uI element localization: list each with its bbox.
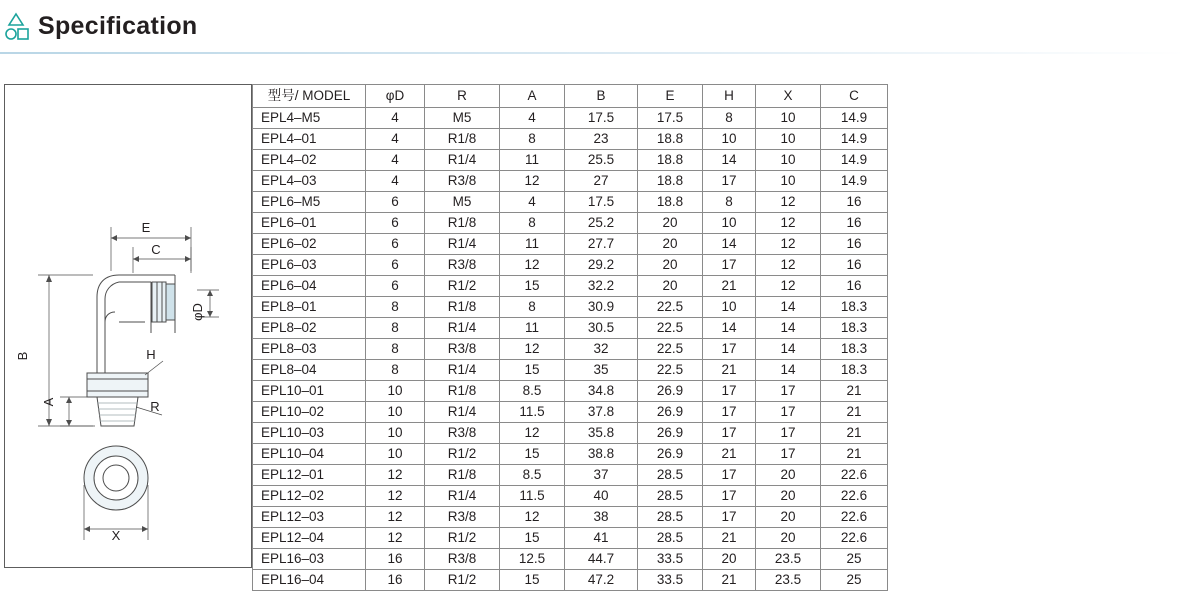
cell-C: 16 (821, 255, 888, 276)
cell-X: 14 (756, 318, 821, 339)
cell-H: 14 (703, 318, 756, 339)
cell-X: 20 (756, 528, 821, 549)
cell-E: 22.5 (638, 360, 703, 381)
cell-model: EPL8–02 (253, 318, 366, 339)
cell-C: 18.3 (821, 339, 888, 360)
table-row (253, 339, 888, 360)
dimension-label-X: X (111, 528, 121, 543)
page-title: Specification (38, 12, 198, 40)
cell-R: R1/4 (425, 150, 500, 171)
cell-phiD: 6 (366, 234, 425, 255)
cell-X: 20 (756, 465, 821, 486)
dimension-label-A: A (41, 397, 56, 407)
cell-B: 27 (565, 171, 638, 192)
dimension-label-R: R (150, 399, 160, 414)
cell-X: 10 (756, 108, 821, 129)
cell-A: 15 (500, 444, 565, 465)
cell-B: 17.5 (565, 108, 638, 129)
cell-H: 17 (703, 171, 756, 192)
cell-model: EPL6–03 (253, 255, 366, 276)
cell-A: 11.5 (500, 486, 565, 507)
cell-E: 22.5 (638, 318, 703, 339)
cell-C: 25 (821, 549, 888, 570)
cell-A: 12.5 (500, 549, 565, 570)
cell-phiD: 10 (366, 444, 425, 465)
cell-R: R3/8 (425, 423, 500, 444)
cell-model: EPL4–01 (253, 129, 366, 150)
cell-phiD: 6 (366, 192, 425, 213)
cell-phiD: 12 (366, 465, 425, 486)
table-row (253, 486, 888, 507)
cell-B: 30.9 (565, 297, 638, 318)
cell-B: 37.8 (565, 402, 638, 423)
cell-B: 38 (565, 507, 638, 528)
column-header-model: 型号/ MODEL (253, 85, 366, 108)
cell-C: 21 (821, 402, 888, 423)
cell-A: 15 (500, 528, 565, 549)
cell-B: 25.5 (565, 150, 638, 171)
cell-X: 17 (756, 423, 821, 444)
cell-R: R3/8 (425, 549, 500, 570)
cell-X: 14 (756, 297, 821, 318)
cell-E: 22.5 (638, 297, 703, 318)
cell-phiD: 8 (366, 339, 425, 360)
cell-H: 10 (703, 129, 756, 150)
cell-R: R3/8 (425, 339, 500, 360)
cell-X: 17 (756, 381, 821, 402)
cell-B: 34.8 (565, 381, 638, 402)
cell-phiD: 10 (366, 381, 425, 402)
column-header-R: R (425, 85, 500, 108)
cell-C: 18.3 (821, 360, 888, 381)
cell-X: 10 (756, 129, 821, 150)
cell-model: EPL4–03 (253, 171, 366, 192)
table-row (253, 192, 888, 213)
cell-model: EPL10–04 (253, 444, 366, 465)
cell-R: R1/8 (425, 129, 500, 150)
cell-R: R3/8 (425, 171, 500, 192)
cell-phiD: 4 (366, 108, 425, 129)
cell-phiD: 6 (366, 255, 425, 276)
cell-E: 26.9 (638, 444, 703, 465)
specification-table-container (252, 84, 888, 591)
cell-X: 12 (756, 255, 821, 276)
cell-model: EPL4–02 (253, 150, 366, 171)
cell-C: 22.6 (821, 507, 888, 528)
cell-E: 18.8 (638, 150, 703, 171)
cell-R: R1/2 (425, 444, 500, 465)
cell-C: 16 (821, 192, 888, 213)
cell-R: R1/4 (425, 360, 500, 381)
cell-A: 4 (500, 108, 565, 129)
cell-model: EPL6–01 (253, 213, 366, 234)
cell-model: EPL12–04 (253, 528, 366, 549)
cell-E: 20 (638, 213, 703, 234)
cell-B: 29.2 (565, 255, 638, 276)
cell-phiD: 10 (366, 423, 425, 444)
cell-phiD: 8 (366, 360, 425, 381)
table-row (253, 444, 888, 465)
cell-A: 12 (500, 171, 565, 192)
cell-phiD: 4 (366, 129, 425, 150)
table-row (253, 171, 888, 192)
cell-X: 20 (756, 486, 821, 507)
table-row (253, 423, 888, 444)
cell-H: 20 (703, 549, 756, 570)
cell-model: EPL10–03 (253, 423, 366, 444)
cell-R: R1/8 (425, 213, 500, 234)
cell-B: 44.7 (565, 549, 638, 570)
cell-phiD: 4 (366, 150, 425, 171)
cell-R: R1/8 (425, 381, 500, 402)
cell-C: 16 (821, 213, 888, 234)
cell-H: 21 (703, 276, 756, 297)
cell-B: 35 (565, 360, 638, 381)
cell-H: 21 (703, 444, 756, 465)
column-header-E: E (638, 85, 703, 108)
table-row (253, 318, 888, 339)
column-header-H: H (703, 85, 756, 108)
cell-B: 38.8 (565, 444, 638, 465)
cell-H: 14 (703, 234, 756, 255)
table-row (253, 234, 888, 255)
table-row (253, 507, 888, 528)
table-row (253, 360, 888, 381)
cell-X: 20 (756, 507, 821, 528)
table-row (253, 570, 888, 591)
cell-H: 10 (703, 297, 756, 318)
table-row (253, 549, 888, 570)
cell-E: 20 (638, 234, 703, 255)
cell-R: R1/2 (425, 276, 500, 297)
cell-X: 12 (756, 213, 821, 234)
column-header-C: C (821, 85, 888, 108)
elbow-fitting-drawing (5, 85, 251, 567)
cell-model: EPL16–03 (253, 549, 366, 570)
cell-C: 14.9 (821, 129, 888, 150)
cell-model: EPL10–01 (253, 381, 366, 402)
cell-B: 35.8 (565, 423, 638, 444)
table-row (253, 150, 888, 171)
cell-E: 17.5 (638, 108, 703, 129)
header-divider (0, 52, 1187, 54)
cell-phiD: 16 (366, 549, 425, 570)
cell-R: R1/8 (425, 297, 500, 318)
cell-A: 11 (500, 318, 565, 339)
cell-model: EPL12–02 (253, 486, 366, 507)
dimension-label-phiD: φD (190, 303, 205, 321)
cell-C: 25 (821, 570, 888, 591)
cell-R: R1/4 (425, 318, 500, 339)
cell-H: 14 (703, 150, 756, 171)
cell-model: EPL8–04 (253, 360, 366, 381)
cell-R: M5 (425, 108, 500, 129)
cell-A: 12 (500, 423, 565, 444)
table-row (253, 255, 888, 276)
cell-B: 23 (565, 129, 638, 150)
cell-A: 15 (500, 570, 565, 591)
specification-table (252, 84, 888, 591)
cell-X: 12 (756, 234, 821, 255)
cell-H: 17 (703, 255, 756, 276)
dimension-label-B: B (15, 351, 30, 361)
cell-C: 22.6 (821, 486, 888, 507)
cell-R: R3/8 (425, 507, 500, 528)
cell-X: 12 (756, 192, 821, 213)
cell-R: R1/4 (425, 402, 500, 423)
cell-E: 28.5 (638, 465, 703, 486)
cell-phiD: 12 (366, 507, 425, 528)
cell-E: 18.8 (638, 171, 703, 192)
cell-E: 28.5 (638, 486, 703, 507)
cell-A: 11 (500, 150, 565, 171)
cell-X: 23.5 (756, 570, 821, 591)
cell-A: 8.5 (500, 381, 565, 402)
cell-B: 32.2 (565, 276, 638, 297)
cell-X: 17 (756, 402, 821, 423)
cell-R: R1/2 (425, 570, 500, 591)
cell-A: 15 (500, 360, 565, 381)
cell-A: 12 (500, 339, 565, 360)
cell-C: 14.9 (821, 150, 888, 171)
cell-E: 18.8 (638, 192, 703, 213)
cell-phiD: 16 (366, 570, 425, 591)
page-header (0, 0, 1187, 62)
cell-A: 12 (500, 255, 565, 276)
cell-H: 21 (703, 570, 756, 591)
cell-phiD: 6 (366, 276, 425, 297)
cell-phiD: 8 (366, 318, 425, 339)
cell-model: EPL8–03 (253, 339, 366, 360)
cell-E: 28.5 (638, 507, 703, 528)
cell-E: 26.9 (638, 402, 703, 423)
cell-model: EPL6–M5 (253, 192, 366, 213)
dimension-label-C: C (151, 242, 161, 257)
table-row (253, 402, 888, 423)
table-header-row (253, 85, 888, 108)
cell-B: 37 (565, 465, 638, 486)
table-row (253, 276, 888, 297)
cell-E: 20 (638, 255, 703, 276)
column-header-B: B (565, 85, 638, 108)
cell-C: 21 (821, 423, 888, 444)
cell-model: EPL12–03 (253, 507, 366, 528)
cell-B: 32 (565, 339, 638, 360)
cell-A: 8.5 (500, 465, 565, 486)
cell-A: 8 (500, 129, 565, 150)
cell-phiD: 4 (366, 171, 425, 192)
cell-model: EPL6–02 (253, 234, 366, 255)
cell-C: 16 (821, 234, 888, 255)
cell-R: R3/8 (425, 255, 500, 276)
cell-C: 14.9 (821, 108, 888, 129)
cell-C: 14.9 (821, 171, 888, 192)
cell-B: 27.7 (565, 234, 638, 255)
cell-A: 11.5 (500, 402, 565, 423)
cell-R: M5 (425, 192, 500, 213)
table-row (253, 528, 888, 549)
table-body (253, 108, 888, 591)
cell-R: R1/4 (425, 486, 500, 507)
cell-B: 41 (565, 528, 638, 549)
cell-X: 10 (756, 150, 821, 171)
cell-model: EPL4–M5 (253, 108, 366, 129)
table-row (253, 381, 888, 402)
spec-logo-icon (4, 12, 30, 42)
cell-C: 22.6 (821, 465, 888, 486)
cell-C: 22.6 (821, 528, 888, 549)
cell-E: 22.5 (638, 339, 703, 360)
cell-H: 17 (703, 486, 756, 507)
cell-model: EPL6–04 (253, 276, 366, 297)
cell-C: 16 (821, 276, 888, 297)
cell-A: 4 (500, 192, 565, 213)
cell-H: 17 (703, 381, 756, 402)
cell-model: EPL16–04 (253, 570, 366, 591)
cell-A: 8 (500, 213, 565, 234)
cell-B: 30.5 (565, 318, 638, 339)
table-row (253, 129, 888, 150)
cell-X: 17 (756, 444, 821, 465)
table-row (253, 465, 888, 486)
cell-R: R1/4 (425, 234, 500, 255)
table-row (253, 213, 888, 234)
cell-H: 8 (703, 192, 756, 213)
cell-H: 21 (703, 360, 756, 381)
product-drawing-panel (4, 84, 252, 568)
cell-B: 40 (565, 486, 638, 507)
cell-C: 21 (821, 444, 888, 465)
cell-H: 10 (703, 213, 756, 234)
cell-phiD: 6 (366, 213, 425, 234)
cell-C: 18.3 (821, 318, 888, 339)
dimension-label-H: H (146, 347, 156, 362)
column-header-X: X (756, 85, 821, 108)
cell-phiD: 12 (366, 486, 425, 507)
cell-X: 12 (756, 276, 821, 297)
cell-H: 17 (703, 507, 756, 528)
cell-C: 18.3 (821, 297, 888, 318)
cell-model: EPL8–01 (253, 297, 366, 318)
cell-R: R1/8 (425, 465, 500, 486)
cell-H: 17 (703, 423, 756, 444)
cell-E: 18.8 (638, 129, 703, 150)
cell-E: 20 (638, 276, 703, 297)
cell-C: 21 (821, 381, 888, 402)
cell-H: 17 (703, 402, 756, 423)
cell-A: 12 (500, 507, 565, 528)
cell-E: 33.5 (638, 570, 703, 591)
cell-X: 10 (756, 171, 821, 192)
cell-B: 47.2 (565, 570, 638, 591)
cell-phiD: 8 (366, 297, 425, 318)
cell-phiD: 12 (366, 528, 425, 549)
cell-A: 8 (500, 297, 565, 318)
cell-phiD: 10 (366, 402, 425, 423)
cell-B: 25.2 (565, 213, 638, 234)
cell-H: 17 (703, 339, 756, 360)
dimension-label-E: E (141, 220, 151, 235)
cell-E: 28.5 (638, 528, 703, 549)
column-header-A: A (500, 85, 565, 108)
cell-A: 11 (500, 234, 565, 255)
table-row (253, 108, 888, 129)
cell-A: 15 (500, 276, 565, 297)
cell-E: 33.5 (638, 549, 703, 570)
cell-E: 26.9 (638, 423, 703, 444)
column-header-phiD: φD (366, 85, 425, 108)
cell-H: 8 (703, 108, 756, 129)
cell-R: R1/2 (425, 528, 500, 549)
cell-X: 14 (756, 339, 821, 360)
cell-X: 23.5 (756, 549, 821, 570)
cell-model: EPL12–01 (253, 465, 366, 486)
cell-H: 21 (703, 528, 756, 549)
cell-B: 17.5 (565, 192, 638, 213)
cell-E: 26.9 (638, 381, 703, 402)
table-row (253, 297, 888, 318)
cell-X: 14 (756, 360, 821, 381)
cell-H: 17 (703, 465, 756, 486)
cell-model: EPL10–02 (253, 402, 366, 423)
